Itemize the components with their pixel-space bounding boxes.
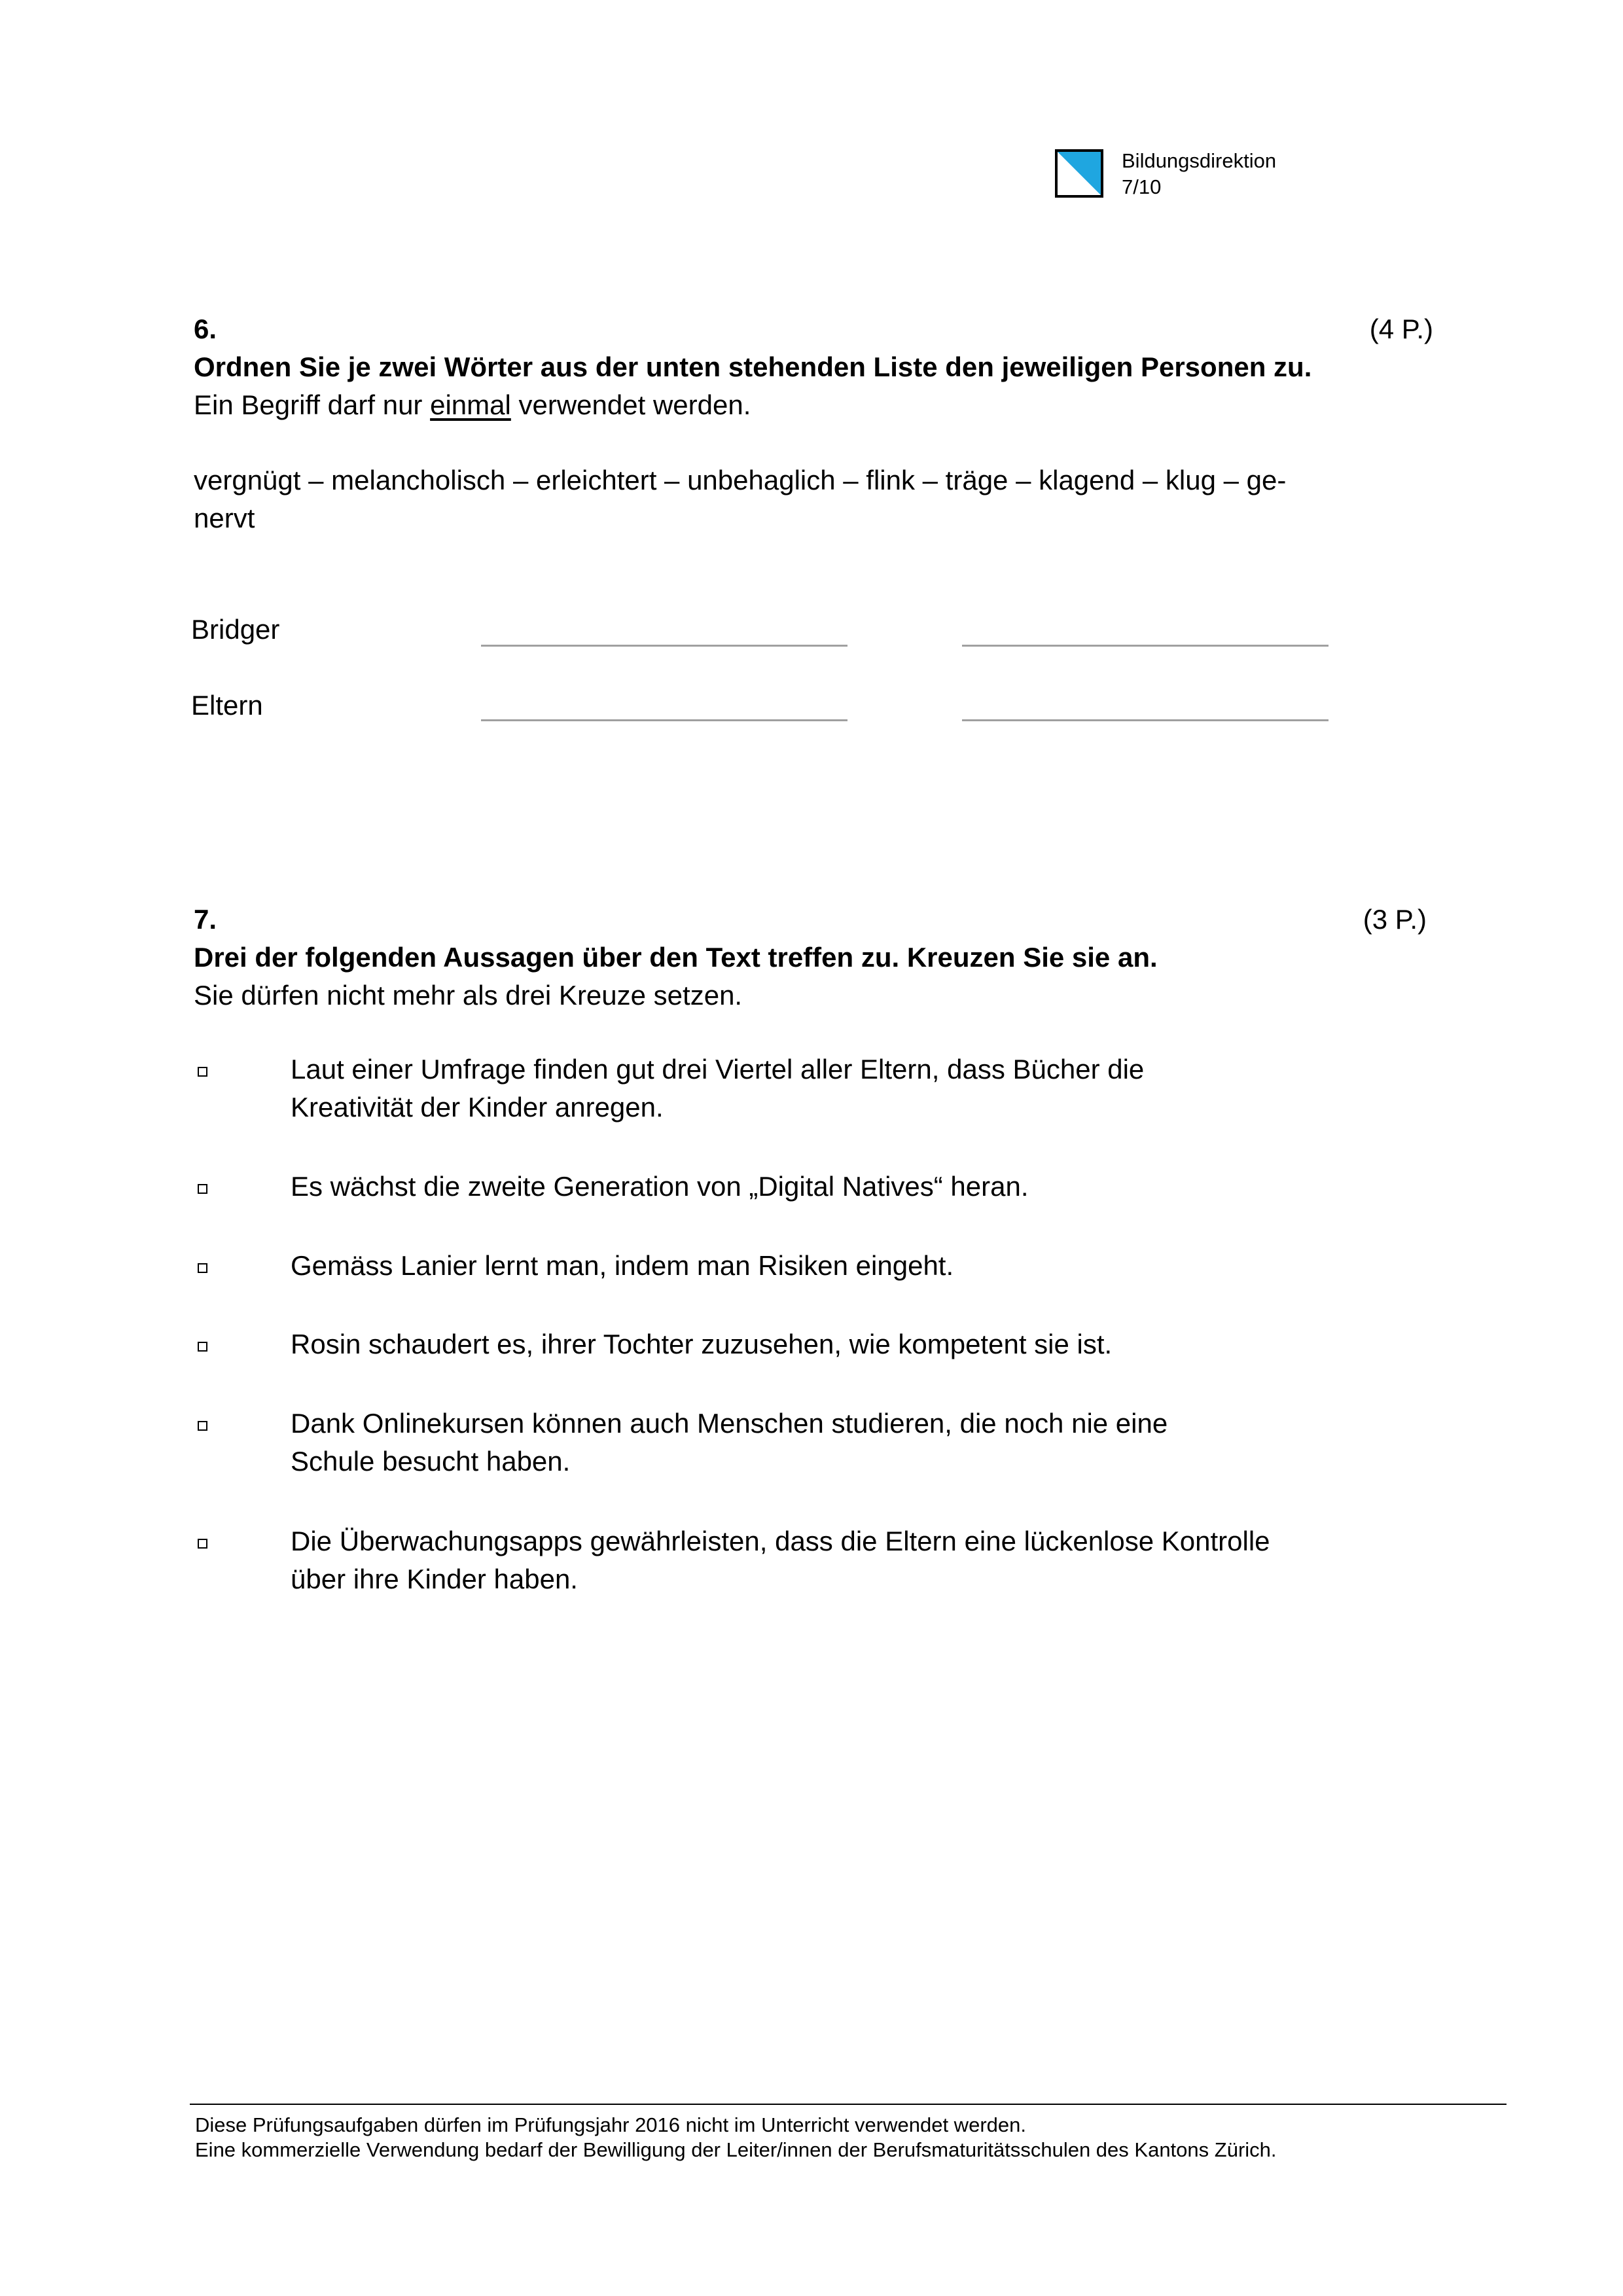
statement-2-checkbox[interactable]	[198, 1184, 207, 1194]
statement-1-checkbox[interactable]	[198, 1067, 207, 1077]
statement-3-line-1: Gemäss Lanier lernt man, indem man Risiken eingeht.	[291, 1250, 954, 1281]
word-list-line-1: vergnügt – melancholisch – erleichtert – unbehaglich – flink – träge – klagend – klug – ge-	[194, 465, 1287, 495]
statement-2-line-1: Es wächst die zweite Generation von „Digital Natives“ heran.	[291, 1171, 1029, 1202]
footer-line-1: Diese Prüfungsaufgaben dürfen im Prüfungsjahr 2016 nicht im Unterricht verwendet werden.	[195, 2113, 1026, 2136]
person-label-bridger: Bridger	[191, 614, 280, 645]
question-7-note: Sie dürfen nicht mehr als drei Kreuze setzen.	[194, 980, 743, 1011]
person-label-eltern: Eltern	[191, 690, 263, 721]
canton-zurich-logo	[1055, 149, 1103, 198]
statement-1-line-2: Kreativität der Kinder anregen.	[291, 1092, 664, 1122]
statement-6-line-1: Die Überwachungsapps gewährleisten, dass die Eltern eine lückenlose Kontrolle	[291, 1526, 1270, 1556]
statement-3-checkbox[interactable]	[198, 1263, 207, 1273]
statement-5-line-2: Schule besucht haben.	[291, 1446, 571, 1477]
statement-5-line-1: Dank Onlinekursen können auch Menschen studieren, die noch nie eine	[291, 1408, 1168, 1439]
question-6-points: (4 P.)	[1369, 314, 1433, 344]
question-6-number: 6.	[194, 314, 217, 344]
question-6-note: Ein Begriff darf nur einmal verwendet werden.	[194, 389, 751, 420]
answer-blank-eltern-2[interactable]	[962, 719, 1329, 721]
page-number: 7/10	[1122, 175, 1162, 198]
answer-blank-bridger-2[interactable]	[962, 645, 1329, 647]
footer-line-2: Eine kommerzielle Verwendung bedarf der Bewilligung der Leiter/innen der Berufsmaturitätsschulen des Kantons Zürich.	[195, 2138, 1277, 2161]
footer-divider	[190, 2104, 1507, 2105]
statement-4-checkbox[interactable]	[198, 1342, 207, 1352]
question-7-instruction: Drei der folgenden Aussagen über den Text treffen zu. Kreuzen Sie sie an.	[194, 942, 1158, 973]
emphasis-einmal: einmal	[430, 389, 511, 420]
question-6-instruction: Ordnen Sie je zwei Wörter aus der unten stehenden Liste den jeweiligen Personen zu.	[194, 351, 1312, 382]
statement-1-line-1: Laut einer Umfrage finden gut drei Viertel aller Eltern, dass Bücher die	[291, 1054, 1145, 1085]
statement-4-line-1: Rosin schaudert es, ihrer Tochter zuzusehen, wie kompetent sie ist.	[291, 1329, 1113, 1359]
statement-6-checkbox[interactable]	[198, 1539, 207, 1549]
department-name: Bildungsdirektion	[1122, 149, 1277, 172]
word-list-line-2: nervt	[194, 503, 255, 533]
answer-blank-eltern-1[interactable]	[481, 719, 847, 721]
question-7-number: 7.	[194, 904, 217, 935]
statement-6-line-2: über ihre Kinder haben.	[291, 1564, 578, 1594]
answer-blank-bridger-1[interactable]	[481, 645, 847, 647]
question-7-points: (3 P.)	[1363, 904, 1427, 935]
statement-5-checkbox[interactable]	[198, 1421, 207, 1431]
